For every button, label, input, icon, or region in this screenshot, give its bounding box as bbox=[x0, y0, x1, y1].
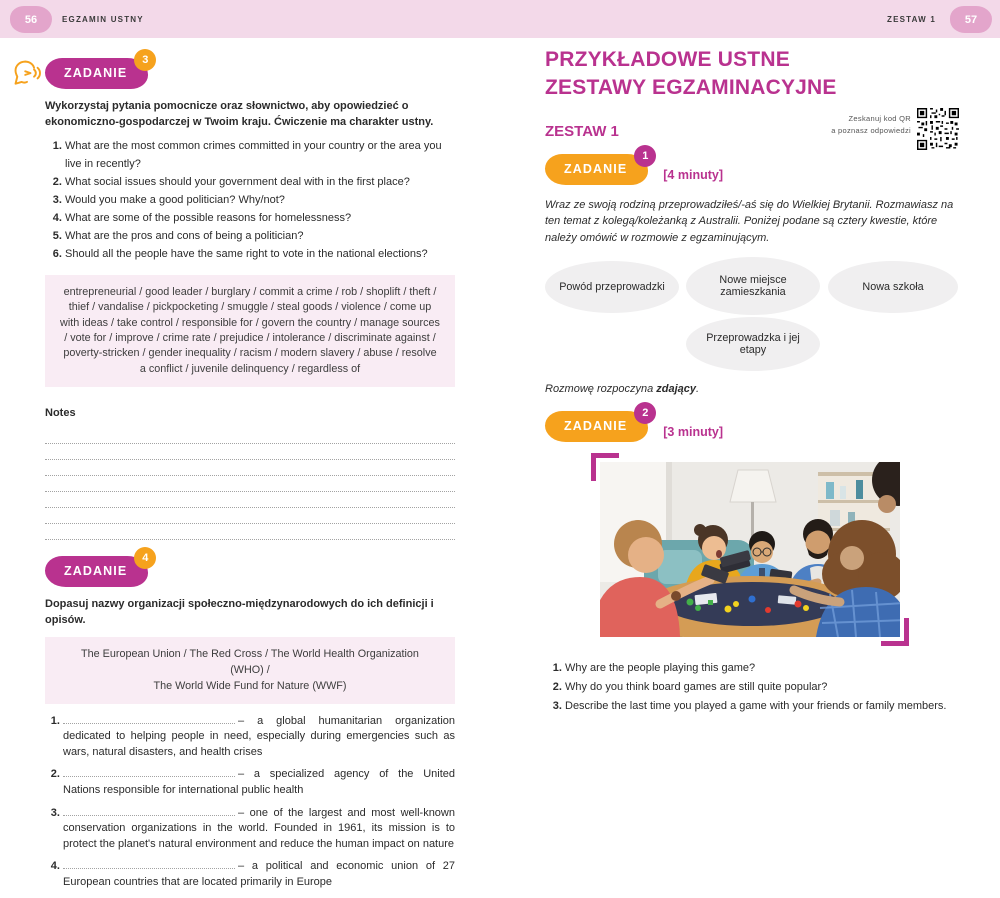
answer-blank bbox=[63, 859, 235, 869]
page-number-right: 57 bbox=[950, 6, 992, 33]
board-game-photo-illustration bbox=[600, 462, 900, 637]
answer-blank bbox=[63, 806, 235, 816]
note-line bbox=[45, 460, 455, 476]
task3-question-list bbox=[45, 137, 455, 263]
header-label-left: EGZAMIN USTNY bbox=[62, 15, 144, 24]
photo-corner-bracket-top-left bbox=[591, 453, 619, 481]
topic-bubble: Przeprowadzka i jej etapy bbox=[686, 317, 820, 371]
answer-blank bbox=[63, 767, 235, 777]
organizations-line1: The European Union / The Red Cross / The World Health Organization (WHO) / bbox=[81, 647, 419, 677]
task2-header bbox=[545, 406, 649, 442]
task3-header bbox=[45, 54, 149, 89]
match-item-text: – a specialized agency of the United Nations responsible for international public health bbox=[63, 768, 455, 796]
task1-footer-suffix: . bbox=[696, 382, 700, 395]
match-item-text: – a political and economic union of 27 European countries that are located primarily in Europe bbox=[63, 860, 455, 888]
task4-number-badge: 4 bbox=[134, 547, 156, 569]
task2-duration: [3 minuty] bbox=[663, 424, 723, 439]
qr-caption bbox=[831, 113, 911, 137]
page-title bbox=[545, 46, 957, 103]
task4-instruction: Dopasuj nazwy organizacji społeczno-międzynarodowych do ich definicji i opisów. bbox=[45, 598, 434, 626]
task1-instruction: Wraz ze swoją rodziną przeprowadziłeś/-aś się do Wielkiej Brytanii. Rozmawiasz na ten temat z kolegą/koleżanką z Australii. Poniżej podane są cztery kwestie, które należy omówić w rozmowie z egzaminującym. bbox=[545, 198, 954, 245]
task2-number-badge: 2 bbox=[634, 402, 656, 424]
task1-label: ZADANIE bbox=[545, 154, 648, 185]
note-line bbox=[45, 428, 455, 444]
vocabulary-box: entrepreneurial / good leader / burglary / commit a crime / rob / shoplift / theft / thief / vandalise / pickpocketing / smuggle / steal goods / violence / come up with ideas / take control / responsible for / govern the country / manage sources / vote for / improve / crime rate / prejudice / intolerance / discriminate against / poverty-stricken / gender inequality / racism / modern slavery / abuse / resolve a conflict / juvenile delinquency / regardless of bbox=[45, 275, 455, 387]
organizations-box bbox=[45, 637, 455, 704]
task1-footer-prefix: Rozmowę rozpoczyna bbox=[545, 382, 657, 395]
task2-question-list bbox=[545, 659, 957, 717]
match-item bbox=[63, 806, 455, 853]
task1-topics bbox=[545, 259, 957, 373]
task4-label: ZADANIE bbox=[45, 556, 148, 587]
answer-blank bbox=[63, 714, 235, 724]
task4-header bbox=[45, 552, 149, 587]
topic-bubble: Nowa szkoła bbox=[828, 261, 958, 313]
note-line bbox=[45, 508, 455, 524]
match-item-text: – a global humanitarian organization dedicated to helping people in need, especially during emergencies such as wars, natural disasters, and health crises bbox=[63, 714, 455, 758]
task4-match-list bbox=[45, 714, 455, 891]
task3-label: ZADANIE bbox=[45, 58, 148, 89]
page-title-line2: ZESTAWY EGZAMINACYJNE bbox=[545, 76, 837, 100]
question-item: 2. What social issues should your government deal with in the first place? bbox=[65, 173, 455, 191]
match-item bbox=[63, 714, 455, 761]
task2-header-row bbox=[545, 406, 957, 442]
notes-label: Notes bbox=[45, 407, 76, 420]
left-page bbox=[45, 54, 455, 898]
task2-label: ZADANIE bbox=[545, 411, 648, 442]
organizations-line2: The World Wide Fund for Nature (WWF) bbox=[153, 680, 347, 693]
note-line bbox=[45, 444, 455, 460]
task1-number-badge: 1 bbox=[634, 145, 656, 167]
question-item: 6. Should all the people have the same right to vote in the national elections? bbox=[65, 245, 455, 263]
note-line bbox=[45, 524, 455, 540]
notes-lines bbox=[45, 428, 455, 540]
header-band bbox=[0, 0, 1000, 38]
page-number-left: 56 bbox=[10, 6, 52, 33]
question-item: 2. Why do you think board games are still quite popular? bbox=[565, 678, 957, 697]
section-heading: ZESTAW 1 bbox=[545, 122, 619, 140]
question-item: 1. Why are the people playing this game? bbox=[565, 659, 957, 678]
page-title-line1: PRZYKŁADOWE USTNE bbox=[545, 48, 790, 71]
qr-caption-line1: Zeskanuj kod QR bbox=[848, 114, 911, 123]
match-item bbox=[63, 767, 455, 798]
task1-header-row bbox=[545, 149, 957, 185]
qr-caption-line2: a poznasz odpowiedzi bbox=[831, 126, 911, 135]
task1-duration: [4 minuty] bbox=[663, 167, 723, 182]
question-item: 3. Would you make a good politician? Why/not? bbox=[65, 191, 455, 209]
board-game-photo bbox=[600, 462, 900, 637]
task3-number-badge: 3 bbox=[134, 49, 156, 71]
task3-instruction: Wykorzystaj pytania pomocnicze oraz słownictwo, aby opowiedzieć o ekonomiczno-gospodarczej w Twoim kraju. Ćwiczenie ma charakter ustny. bbox=[45, 100, 434, 128]
topic-bubble: Nowe miejsce zamieszkania bbox=[686, 257, 820, 315]
task1-header bbox=[545, 149, 649, 185]
task1-footer bbox=[545, 383, 957, 395]
qr-block bbox=[831, 108, 959, 155]
match-item-text: – one of the largest and most well-known conservation organizations in the world. Founded in 1961, its mission is to protect the planet's natural environment and reduce the human impact on nature bbox=[63, 806, 455, 850]
header-label-right: ZESTAW 1 bbox=[886, 15, 936, 24]
qr-code bbox=[917, 108, 959, 155]
speaking-head-icon bbox=[12, 58, 42, 95]
question-item: 1. What are the most common crimes committed in your country or the area you live in recently? bbox=[65, 137, 455, 173]
right-page bbox=[545, 46, 957, 717]
question-item: 3. Describe the last time you played a game with your friends or family members. bbox=[565, 697, 957, 716]
topic-bubble: Powód przeprowadzki bbox=[545, 261, 679, 313]
task1-footer-bold: zdający bbox=[656, 382, 697, 395]
note-line bbox=[45, 476, 455, 492]
note-line bbox=[45, 492, 455, 508]
question-item: 4. What are some of the possible reasons for homelessness? bbox=[65, 209, 455, 227]
match-item bbox=[63, 859, 455, 890]
photo-corner-bracket-bottom-right bbox=[881, 618, 909, 646]
question-item: 5. What are the pros and cons of being a politician? bbox=[65, 227, 455, 245]
